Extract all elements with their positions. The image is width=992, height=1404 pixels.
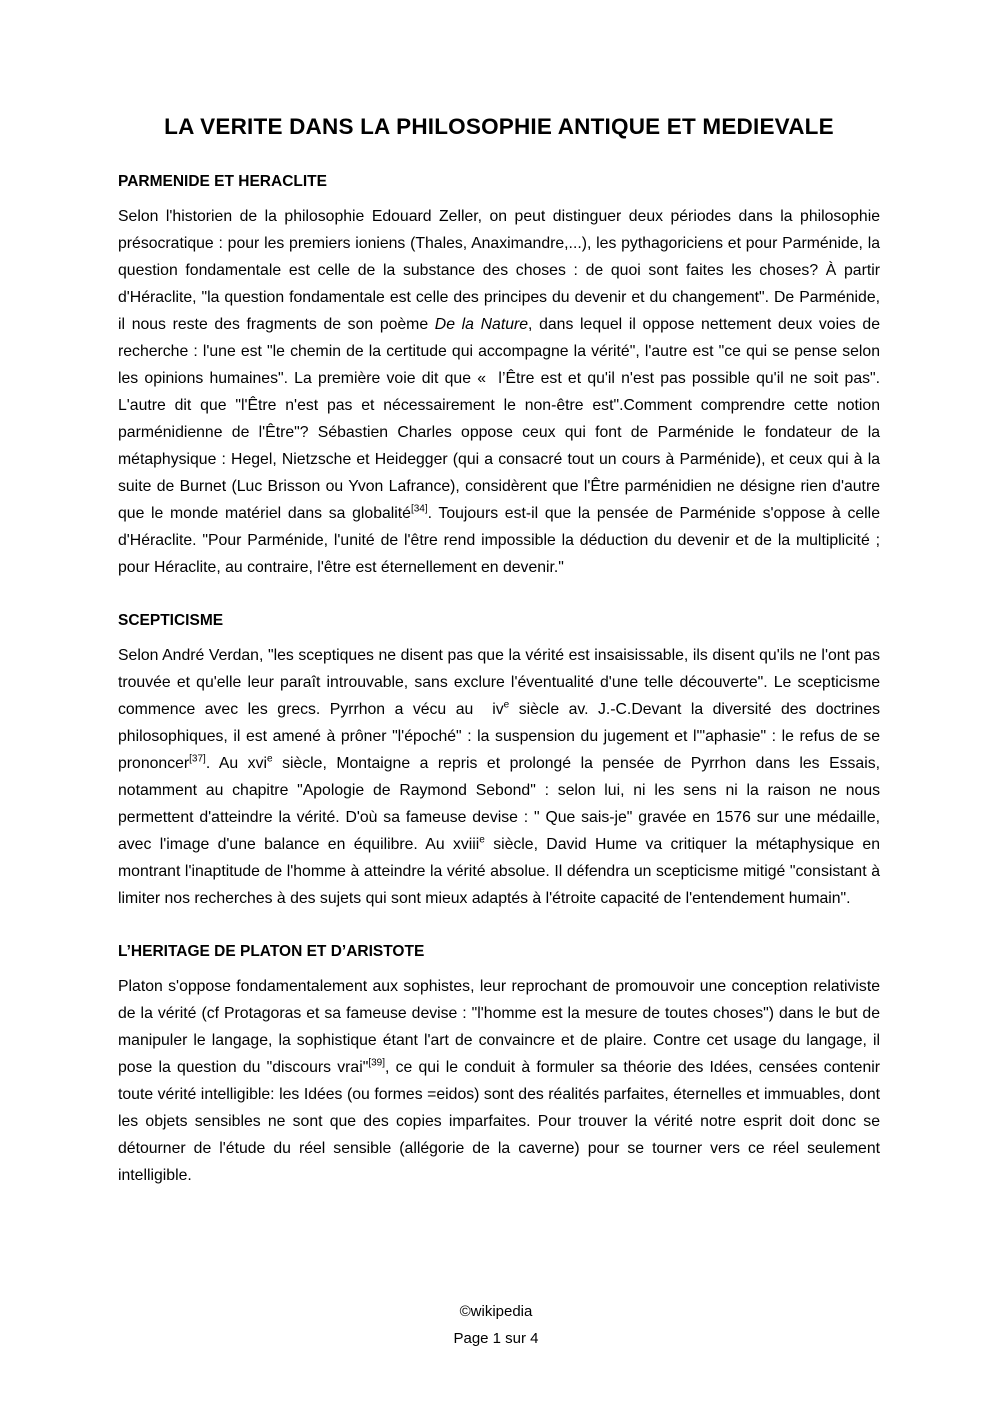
footer-page-number: Page 1 sur 4 <box>453 1330 539 1347</box>
section-heading-heritage-platon-aristote: L’HERITAGE DE PLATON ET D’ARISTOTE <box>118 943 425 960</box>
section-scepticisme <box>118 611 880 912</box>
page-footer <box>0 1298 992 1352</box>
section-heading-scepticisme: SCEPTICISME <box>118 612 224 629</box>
document-title: LA VERITE DANS LA PHILOSOPHIE ANTIQUE ET MEDIEVALE <box>164 114 834 139</box>
section-parmenide-heraclite <box>118 172 880 581</box>
footer-copyright: ©wikipedia <box>459 1303 533 1320</box>
section-heritage-platon-aristote <box>118 942 880 1189</box>
paragraph-scepticisme: Selon André Verdan, "les sceptiques ne disent pas que la vérité est insaisissable, ils disent qu'ils ne l'ont pas trouvée et qu'elle leur paraît introuvable, sans exclure l'éventualité d'une telle découverte". Le scepticisme commence avec les grecs. Pyrrhon a vécu au $iv^e$ siècle av. J.-C.Devant la diversité des doctrines philosophiques, il est amené à prôner "l'époché" : la suspension du jugement et l'"aphasie" : le refus de se prononcer[37]. Au xvi$^e$ siècle, Montaigne a repris et prolongé la pensée de Pyrrhon dans les Essais, notamment au chapitre "Apologie de Raymond Sebond" : selon lui, ni les sens ni la raison ne nous permettent d'atteindre la vérité. D'où sa fameuse devise : " Que sais-je" gravée en 1576 sur une médaille, avec l'image d'une balance en équilibre. Au xviii$^e$ siècle, David Hume va critiquer la métaphysique en montrant l'inaptitude de l'homme à atteindre la vérité absolue. Il défendra un scepticisme mitigé "consistant à limiter nos recherches à des sujets qui sont mieux adaptés à l'étroite capacité de l'entendement humain". <box>118 647 881 907</box>
paragraph-heritage-platon-aristote: Platon s'oppose fondamentalement aux sophistes, leur reprochant de promouvoir une conception relativiste de la vérité (cf Protagoras et sa fameuse devise : "l'homme est la mesure de toutes choses") dans le but de manipuler le langage, la sophistique étant l'art de convaincre et de plaire. Contre cet usage du langage, il pose la question du "discours vrai"[39], ce qui le conduit à formuler sa théorie des Idées, censées contenir toute vérité intelligible: les Idées (ou formes =eidos) sont des réalités parfaites, éternelles et immuables, dont les objets sensibles ne sont que des copies imparfaites. Pour trouver la vérité notre esprit doit donc se détourner de l'étude du réel sensible (allégorie de la caverne) pour se tourner vers ce réel seulement intelligible. <box>118 978 880 1184</box>
paragraph-parmenide-heraclite: Selon l'historien de la philosophie Edouard Zeller, on peut distinguer deux périodes dans la philosophie présocratique : pour les premiers ioniens (Thales, Anaximandre,...), les pythagoriciens et pour Parménide, la question fondamentale est celle de la substance des choses : de quoi sont faites les choses? À partir d'Héraclite, "la question fondamentale est celle des principes du devenir et du changement". De Parménide, il nous reste des fragments de son poème De la Nature, dans lequel il oppose nettement deux voies de recherche : l'une est "le chemin de la certitude qui accompagne la vérité", l'autre est "ce qui se pense selon les opinions humaines". La première voie dit que « l’Être est et qu'il n'est pas possible qu'il ne soit pas". L'autre dit que "l'Être n'est pas et nécessairement le non-être est".Comment comprendre cette notion parménidienne de l'Être"? Sébastien Charles oppose ceux qui font de Parménide le fondateur de la métaphysique : Hegel, Nietzsche et Heidegger (qui a consacré tout un cours à Parménide), et ceux qui à la suite de Burnet (Luc Brisson ou Yvon Lafrance), considèrent que l'Être parménidien ne désigne rien d'autre que le monde matériel dans sa globalité[34]. Toujours est-il que la pensée de Parménide s'oppose à celle d'Héraclite. "Pour Parménide, l'unité de l'être rend impossible la déduction du devenir et de la multiplicité ; pour Héraclite, au contraire, l'être est éternellement en devenir." <box>118 208 881 576</box>
section-heading-parmenide-heraclite: PARMENIDE ET HERACLITE <box>118 173 327 190</box>
